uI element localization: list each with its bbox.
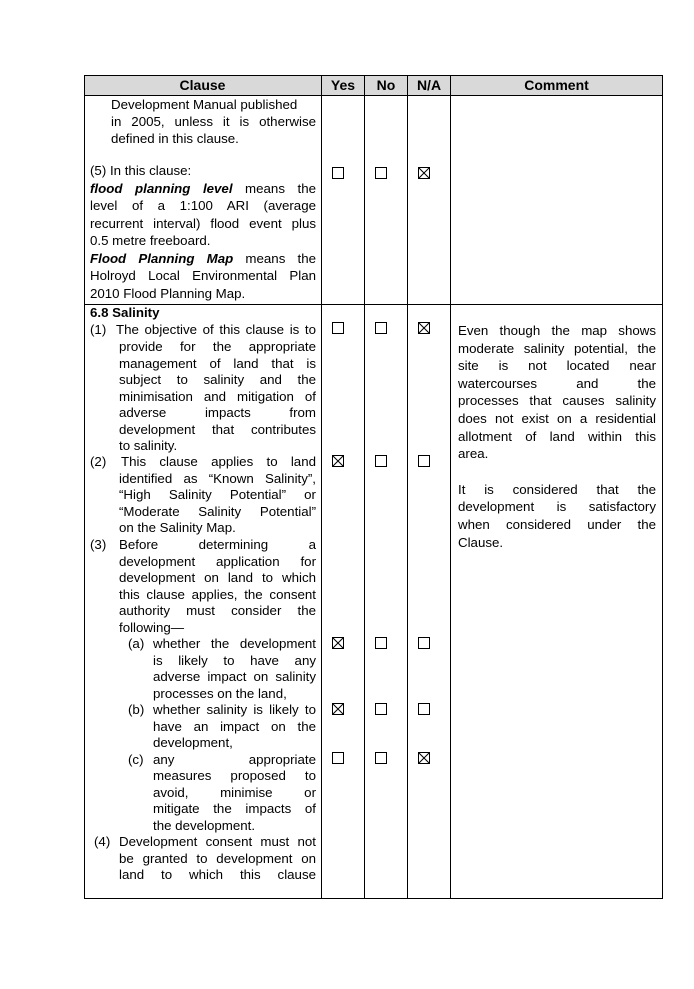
clause-text-line: land to which this clause — [119, 867, 316, 882]
clause-text-line: Before determining a — [119, 537, 316, 552]
checkbox-yes[interactable] — [332, 455, 344, 467]
checkbox-cross-mark — [333, 456, 343, 466]
clause-text-line: minimisation and mitigation of — [119, 389, 316, 404]
clause-text-line: whether salinity is likely to — [153, 702, 316, 717]
header-yes: Yes — [330, 77, 356, 93]
clause-text-line: defined in this clause. — [111, 131, 239, 146]
comment-text-line: development is satisfactory — [458, 499, 656, 514]
checkbox-yes[interactable] — [332, 752, 344, 764]
checkbox-cross-mark — [419, 323, 429, 333]
clause-text-line: adverse impacts from — [119, 405, 316, 420]
subclause-number: (4) — [94, 834, 111, 849]
clause-text-line: whether the development — [153, 636, 316, 651]
checkbox-yes[interactable] — [332, 167, 344, 179]
clause-text-line: Holroyd Local Environmental Plan — [90, 268, 316, 283]
checkbox-cross-mark — [333, 704, 343, 714]
clause-text-line: authority must consider the — [119, 603, 316, 618]
clause-text-line: The objective of this clause is to — [116, 322, 316, 337]
table-border-left — [84, 75, 85, 899]
checkbox-yes[interactable] — [332, 322, 344, 334]
checkbox-na[interactable] — [418, 455, 430, 467]
subclause-number: (1) — [90, 322, 107, 337]
clause-text-line: mitigate the impacts of — [153, 801, 316, 816]
clause-text-line: 2010 Flood Planning Map. — [90, 286, 246, 301]
checkbox-no[interactable] — [375, 637, 387, 649]
comment-text-line: when considered under the — [458, 517, 656, 532]
clause-text-line: This clause applies to land — [121, 454, 316, 469]
checkbox-cross-mark — [419, 168, 429, 178]
paragraph-letter: (a) — [128, 636, 145, 651]
clause-text-line: processes on the land, — [153, 686, 287, 701]
clause-text-line: avoid, minimise or — [153, 785, 316, 800]
comment-text-line: area. — [458, 446, 489, 461]
header-no: No — [376, 77, 396, 93]
clause-text-line: have an impact on the — [153, 719, 316, 734]
clause-text-line: is likely to have any — [153, 653, 316, 668]
table-border-bottom — [84, 898, 663, 899]
subclause-number: (2) — [90, 454, 107, 469]
comment-text-line: watercourses and the — [458, 376, 656, 391]
definition-flood-planning-map: Flood Planning Map means the — [90, 251, 316, 266]
clause-text-line: recurrent interval) flood event plus — [90, 216, 316, 231]
clause-text-line: this clause applies, the consent — [119, 587, 316, 602]
comment-text-line: does not exist on a residential — [458, 411, 656, 426]
clause-text-line: Development Manual published — [111, 97, 298, 112]
subclause-number: (3) — [90, 537, 107, 552]
paragraph-letter: (b) — [128, 702, 145, 717]
checkbox-no[interactable] — [375, 752, 387, 764]
clause-text-line: in 2005, unless it is otherwise — [111, 114, 316, 129]
clause-text-line: identified as “Known Salinity”, — [119, 471, 316, 486]
comment-text-line: Clause. — [458, 535, 504, 550]
comment-text-line: site is not located near — [458, 358, 656, 373]
clause-text-line: the development. — [153, 818, 256, 833]
paragraph-letter: (c) — [128, 752, 144, 767]
clause-text-line: development on land to which — [119, 570, 316, 585]
column-divider — [407, 75, 408, 899]
clause-text-line: any appropriate — [153, 752, 316, 767]
clause-text-line: provide for the appropriate — [119, 339, 316, 354]
comment-text-line: It is considered that the — [458, 482, 656, 497]
comment-text-line: moderate salinity potential, the — [458, 341, 656, 356]
column-divider — [364, 75, 365, 899]
checkbox-na[interactable] — [418, 167, 430, 179]
checkbox-na[interactable] — [418, 703, 430, 715]
checkbox-na[interactable] — [418, 322, 430, 334]
section-heading-salinity: 6.8 Salinity — [90, 305, 160, 320]
clause-text-line: be granted to development on — [119, 851, 316, 866]
clause-text-line: development application for — [119, 554, 316, 569]
clause-text-line: management of land that is — [119, 356, 316, 371]
table-border-right — [662, 75, 663, 899]
clause-text-line: development that contributes — [119, 422, 316, 437]
column-divider — [450, 75, 451, 899]
clause-text-line: development, — [153, 735, 233, 750]
comment-text-line: allotment of land within this — [458, 429, 656, 444]
clause-text-line: on the Salinity Map. — [119, 520, 236, 535]
clause-text-line: measures proposed to — [153, 768, 316, 783]
definition-flood-planning-level: flood planning level means the — [90, 181, 316, 196]
comment-text-line: Even though the map shows — [458, 323, 656, 338]
clause-text-line: to salinity. — [119, 438, 178, 453]
clause-text-line: “Moderate Salinity Potential” — [119, 504, 316, 519]
clause-text-line: level of a 1:100 ARI (average — [90, 198, 316, 213]
clause-text-line: subject to salinity and the — [119, 372, 316, 387]
checkbox-no[interactable] — [375, 167, 387, 179]
table-border-top — [84, 75, 663, 76]
clause-text-line: Development consent must not — [119, 834, 316, 849]
header-clause: Clause — [179, 77, 226, 93]
clause-text-line: “High Salinity Potential” or — [119, 487, 316, 502]
checkbox-yes[interactable] — [332, 637, 344, 649]
checkbox-na[interactable] — [418, 637, 430, 649]
column-divider — [321, 75, 322, 899]
checkbox-cross-mark — [419, 753, 429, 763]
clause-text-line: following— — [119, 620, 185, 635]
comment-text-line: processes that causes salinity — [458, 393, 656, 408]
clause-text-line: 0.5 metre freeboard. — [90, 233, 211, 248]
checkbox-no[interactable] — [375, 703, 387, 715]
checkbox-na[interactable] — [418, 752, 430, 764]
header-comment: Comment — [524, 77, 589, 93]
checkbox-cross-mark — [333, 638, 343, 648]
checkbox-no[interactable] — [375, 322, 387, 334]
header-na: N/A — [416, 77, 442, 93]
subclause-5-intro: (5) In this clause: — [90, 163, 192, 178]
checkbox-no[interactable] — [375, 455, 387, 467]
clause-text-line: adverse impact on salinity — [153, 669, 316, 684]
table-row-divider — [84, 304, 663, 305]
checkbox-yes[interactable] — [332, 703, 344, 715]
